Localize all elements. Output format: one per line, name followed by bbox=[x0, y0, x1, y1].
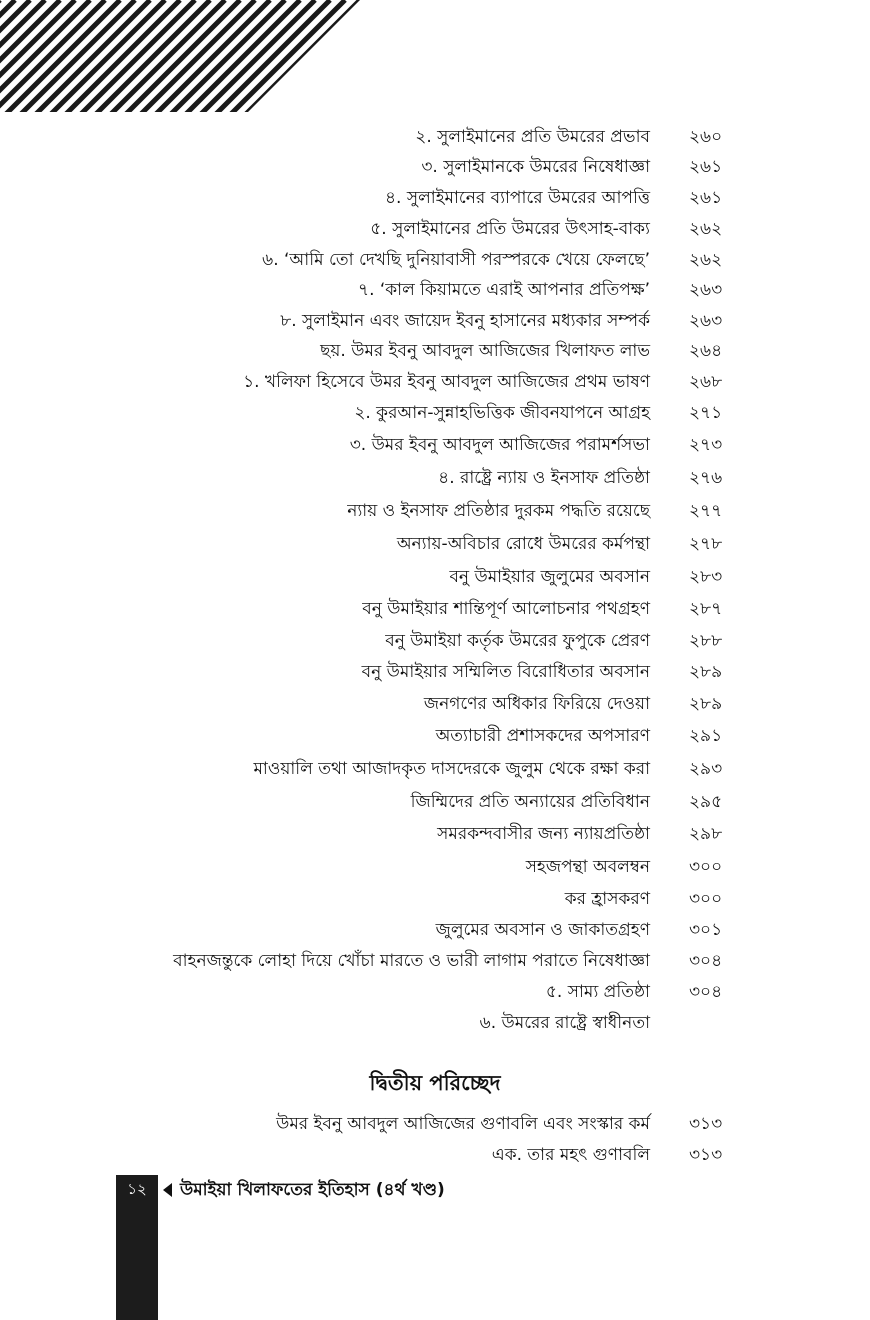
toc-row bbox=[0, 306, 870, 336]
toc-entry-page: ৩০০ bbox=[689, 857, 723, 877]
toc-entry-title: অত্যাচারী প্রশাসকদের অপসারণ bbox=[435, 726, 650, 746]
toc-row bbox=[0, 529, 870, 559]
toc-entry-page: ৩০৪ bbox=[689, 951, 723, 971]
toc-entry-page: ২৯৫ bbox=[689, 792, 723, 812]
toc-row bbox=[0, 430, 870, 460]
toc-row bbox=[0, 496, 870, 526]
toc-row bbox=[0, 122, 870, 152]
toc-entry-title: ৩. উমর ইবনু আবদুল আজিজের পরামর্শসভা bbox=[349, 435, 650, 455]
toc-row bbox=[0, 594, 870, 624]
toc-entry-page: ৩০০ bbox=[689, 889, 723, 909]
toc-entry-title: ছয়. উমর ইবনু আবদুল আজিজের খিলাফত লাভ bbox=[320, 341, 650, 361]
toc-entry-title: ৫. সুলাইমানের প্রতি উমরের উৎসাহ-বাক্য bbox=[370, 219, 650, 239]
toc-entry-title: ৬. ‘আমি তো দেখছি দুনিয়াবাসী পরস্পরকে খেয়ে ফেলছে’ bbox=[262, 250, 650, 270]
toc-entry-page: ২৬১ bbox=[689, 157, 723, 177]
toc-row bbox=[0, 884, 870, 914]
toc-entry-title: বাহনজন্তুকে লোহা দিয়ে খোঁচা মারতে ও ভারী লাগাম পরাতে নিষেধাজ্ঞা bbox=[173, 951, 650, 971]
toc-entry-page: ২৭৩ bbox=[689, 435, 723, 455]
toc-entry-title: জুলুমের অবসান ও জাকাতগ্রহণ bbox=[435, 920, 650, 940]
toc-row bbox=[0, 183, 870, 213]
toc-entry-title: এক. তার মহৎ গুণাবলি bbox=[491, 1145, 650, 1165]
toc-entry-page: ৩০৪ bbox=[689, 982, 723, 1002]
toc-entry-title: সমরকন্দবাসীর জন্য ন্যায়প্রতিষ্ঠা bbox=[437, 824, 650, 844]
toc-row bbox=[0, 915, 870, 945]
toc-entry-title: বনু উমাইয়ার জুলুমের অবসান bbox=[449, 567, 650, 587]
toc-row bbox=[0, 275, 870, 305]
toc-entry-title: ৭. ‘কাল কিয়ামতে এরাই আপনার প্রতিপক্ষ’ bbox=[358, 280, 650, 300]
toc-entry-page: ২৬১ bbox=[689, 188, 723, 208]
toc-entry-title: বনু উমাইয়ার সম্মিলিত বিরোধিতার অবসান bbox=[361, 662, 650, 682]
toc-entry-title: কর হ্রাসকরণ bbox=[564, 889, 650, 909]
toc-entry-title: ৩. সুলাইমানকে উমরের নিষেধাজ্ঞা bbox=[421, 157, 650, 177]
toc-entry-page: ২৬৩ bbox=[689, 280, 723, 300]
toc-row bbox=[0, 657, 870, 687]
toc-entry-page: ২৯৩ bbox=[689, 759, 723, 779]
toc-row bbox=[0, 152, 870, 182]
toc-row bbox=[0, 336, 870, 366]
toc-entry-page: ২৬২ bbox=[689, 250, 723, 270]
hatch-line bbox=[315, 0, 360, 112]
toc-entry-title: ৪. সুলাইমানের ব্যাপারে উমরের আপত্তি bbox=[385, 188, 650, 208]
toc-row bbox=[0, 721, 870, 751]
toc-entry-title: বনু উমাইয়ার শান্তিপূর্ণ আলোচনার পথগ্রহণ bbox=[362, 599, 650, 619]
toc-entry-title: ২. সুলাইমানের প্রতি উমরের প্রভাব bbox=[415, 127, 650, 147]
toc-entry-page: ৩১৩ bbox=[689, 1114, 723, 1134]
hatch-line bbox=[330, 0, 360, 112]
toc-entry-page: ২৬২ bbox=[689, 219, 723, 239]
running-footer-title: উমাইয়া খিলাফতের ইতিহাস (৪র্থ খণ্ড) bbox=[180, 1180, 445, 1200]
toc-entry-page: ৩০১ bbox=[689, 920, 723, 940]
toc-entry-page: ২৯৮ bbox=[689, 824, 723, 844]
toc-entry-page: ২৬৮ bbox=[689, 372, 723, 392]
toc-entry-page: ৩১৩ bbox=[689, 1145, 723, 1165]
toc-entry-page: ২৭৮ bbox=[689, 534, 723, 554]
toc-entry-page: ২৮৯ bbox=[689, 662, 723, 682]
toc-entry-title: ৫. সাম্য প্রতিষ্ঠা bbox=[545, 982, 650, 1002]
toc-entry-page: ২৮৯ bbox=[689, 694, 723, 714]
toc-row bbox=[0, 562, 870, 592]
toc-entry-title: মাওয়ালি তথা আজাদকৃত দাসদেরকে জুলুম থেকে রক্ষা করা bbox=[253, 759, 650, 779]
toc-row bbox=[0, 754, 870, 784]
toc-entry-page: ২৭৭ bbox=[689, 501, 723, 521]
toc-row bbox=[0, 367, 870, 397]
toc-row bbox=[0, 1140, 870, 1170]
triangle-left-icon bbox=[163, 1183, 172, 1197]
toc-row bbox=[0, 819, 870, 849]
section-heading: দ্বিতীয় পরিচ্ছেদ bbox=[369, 1071, 501, 1095]
toc-entry-title: ৬. উমরের রাষ্ট্রে স্বাধীনতা bbox=[479, 1013, 650, 1033]
toc-entry-title: জিম্মিদের প্রতি অন্যায়ের প্রতিবিধান bbox=[410, 792, 650, 812]
toc-entry-title: জনগণের অধিকার ফিরিয়ে দেওয়া bbox=[423, 694, 650, 714]
toc-entry-page: ২৬৪ bbox=[689, 341, 723, 361]
toc-row bbox=[0, 946, 870, 976]
toc-entry-page: ২৭৬ bbox=[689, 468, 723, 488]
toc-entry-page: ২৬৩ bbox=[689, 311, 723, 331]
toc-entry-title: ৪. রাষ্ট্রে ন্যায় ও ইনসাফ প্রতিষ্ঠা bbox=[438, 468, 650, 488]
page-number: ১২ bbox=[127, 1180, 147, 1198]
toc-row bbox=[0, 852, 870, 882]
toc-row bbox=[0, 977, 870, 1007]
toc-row bbox=[0, 245, 870, 275]
corner-hatch-decoration bbox=[0, 0, 360, 112]
toc-row bbox=[0, 398, 870, 428]
toc-row bbox=[0, 1109, 870, 1139]
toc-entry-title: সহজপন্থা অবলম্বন bbox=[525, 857, 650, 877]
toc-entry-page: ২৬০ bbox=[689, 127, 723, 147]
toc-row bbox=[0, 1008, 870, 1038]
toc-row bbox=[0, 787, 870, 817]
toc-entry-title: অন্যায়-অবিচার রোধে উমরের কর্মপন্থা bbox=[396, 534, 650, 554]
toc-entry-title: ন্যায় ও ইনসাফ প্রতিষ্ঠার দুরকম পদ্ধতি রয়েছে bbox=[347, 501, 650, 521]
toc-row bbox=[0, 689, 870, 719]
toc-row bbox=[0, 214, 870, 244]
toc-entry-title: উমর ইবনু আবদুল আজিজের গুণাবলি এবং সংস্কার কর্ম bbox=[276, 1114, 650, 1134]
toc-row bbox=[0, 463, 870, 493]
toc-entry-page: ২৯১ bbox=[689, 726, 723, 746]
toc-entry-title: ২. কুরআন-সুন্নাহভিত্তিক জীবনযাপনে আগ্রহ bbox=[354, 403, 650, 423]
toc-entry-page: ২৮৭ bbox=[689, 599, 723, 619]
toc-entry-page: ২৮৩ bbox=[689, 567, 723, 587]
toc-entry-page: ২৮৮ bbox=[689, 631, 723, 651]
toc-entry-title: ৮. সুলাইমান এবং জায়েদ ইবনু হাসানের মধ্যকার সম্পর্ক bbox=[280, 311, 650, 331]
toc-row bbox=[0, 626, 870, 656]
hatch-line bbox=[345, 0, 360, 112]
toc-entry-title: ১. খলিফা হিসেবে উমর ইবনু আবদুল আজিজের প্রথম ভাষণ bbox=[243, 372, 650, 392]
toc-entry-page: ২৭১ bbox=[689, 403, 723, 423]
toc-entry-title: বনু উমাইয়া কর্তৃক উমরের ফুপুকে প্রেরণ bbox=[385, 631, 650, 651]
